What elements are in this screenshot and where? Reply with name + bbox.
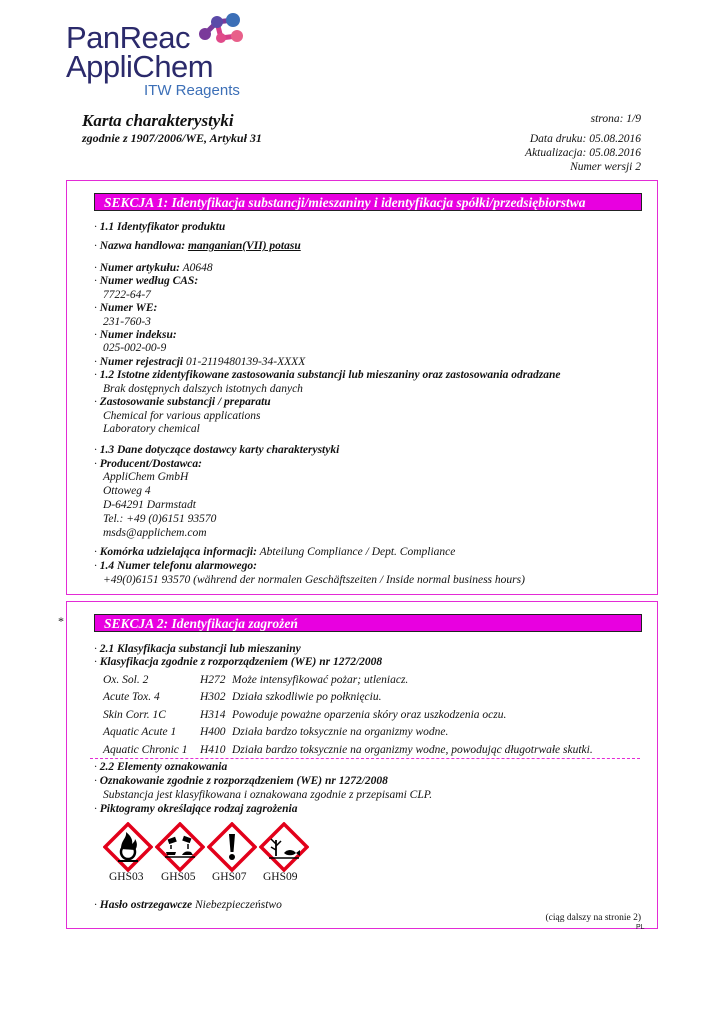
pictogram-label: GHS07 xyxy=(212,871,247,883)
supplier-line-3: D-64291 Darmstadt xyxy=(103,499,196,511)
change-marker: * xyxy=(58,614,64,628)
we-value: 231-760-3 xyxy=(103,316,151,328)
hazard-classification-table xyxy=(103,671,593,759)
hazard-code: H410 xyxy=(200,743,226,756)
section-1-title: SEKCJA 1: Identyfikacja substancji/mieszaniny i identyfikacja spółki/przedsiębiorstwa xyxy=(94,193,642,211)
classification-label: · Klasyfikacja zgodnie z rozporządzeniem (WE) nr 1272/2008 xyxy=(94,656,383,668)
supplier-line-2: Ottoweg 4 xyxy=(103,485,151,497)
logo-line-1: PanReac xyxy=(66,20,191,55)
cas-label: · Numer według CAS: xyxy=(94,275,199,287)
hazard-class: Acute Tox. 4 xyxy=(103,691,160,704)
continued-note: (ciąg dalszy na stronie 2) xyxy=(545,913,641,923)
hazard-code: H302 xyxy=(200,691,226,704)
s2-2-heading: · 2.2 Elementy oznakowania xyxy=(94,761,228,773)
hazard-text: Działa szkodliwie po połknięciu. xyxy=(232,691,382,704)
table-row xyxy=(103,706,593,724)
we-label: · Numer WE: xyxy=(94,302,158,314)
logo-line-2: AppliChem xyxy=(66,49,214,84)
hazard-class: Ox. Sol. 2 xyxy=(103,673,149,686)
hazard-class: Skin Corr. 1C xyxy=(103,708,166,721)
s2-1-heading: · 2.1 Klasyfikacja substancji lub mieszaniny xyxy=(94,643,301,655)
table-row xyxy=(103,689,593,707)
hazard-class: Aquatic Chronic 1 xyxy=(103,743,188,756)
s1-1-heading: · 1.1 Identyfikator produktu xyxy=(94,221,226,233)
dashed-divider xyxy=(90,758,640,759)
page-number: strona: 1/9 xyxy=(590,113,641,125)
supplier-line-4: Tel.: +49 (0)6151 93570 xyxy=(103,513,217,525)
logo-line-3: ITW Reagents xyxy=(144,82,240,99)
print-date: Data druku: 05.08.2016 xyxy=(529,133,641,145)
table-row xyxy=(103,724,593,742)
document-title: Karta charakterystyki xyxy=(82,111,234,130)
s1-2-heading: · 1.2 Istotne zidentyfikowane zastosowania substancji lub mieszaniny oraz zastosowania odradzane xyxy=(94,369,561,381)
s1-2-value: Brak dostępnych dalszych istotnych danych xyxy=(103,383,303,395)
hazard-text: Działa bardzo toksycznie na organizmy wodne. xyxy=(232,726,449,739)
ghs09-environment-icon xyxy=(259,822,309,872)
labelling-regulation: · Oznakowanie zgodnie z rozporządzeniem (WE) nr 1272/2008 xyxy=(94,775,388,787)
table-row xyxy=(103,741,593,759)
use-1: Chemical for various applications xyxy=(103,410,261,422)
document-regulation: zgodnie z 1907/2006/WE, Artykuł 31 xyxy=(82,131,262,145)
language-code: PL xyxy=(636,924,645,931)
use-2: Laboratory chemical xyxy=(103,423,200,435)
ghs07-exclamation-icon xyxy=(207,822,257,872)
table-row xyxy=(103,671,593,689)
hazard-code: H400 xyxy=(200,726,226,739)
pictogram-label: GHS05 xyxy=(161,871,196,883)
s1-4-heading: · 1.4 Numer telefonu alarmowego: xyxy=(94,560,257,572)
page-bottom-rule xyxy=(66,928,635,929)
supplier-line-1: AppliChem GmbH xyxy=(103,471,189,483)
registration-number: · Numer rejestracji 01-2119480139-34-XXXX xyxy=(94,356,306,368)
pictogram-label: GHS03 xyxy=(109,871,144,883)
use-label: · Zastosowanie substancji / preparatu xyxy=(94,396,271,408)
index-label: · Numer indeksu: xyxy=(94,329,177,341)
pictograms-label: · Piktogramy określające rodzaj zagrożenia xyxy=(94,803,298,815)
hazard-text: Powoduje poważne oparzenia skóry oraz uszkodzenia oczu. xyxy=(232,708,507,721)
company-logo xyxy=(66,20,266,110)
labelling-regulation-value: Substancja jest klasyfikowana i oznakowana zgodnie z przepisami CLP. xyxy=(103,789,433,801)
logo-molecule-icon xyxy=(191,6,247,54)
section-2-title: SEKCJA 2: Identyfikacja zagrożeń xyxy=(94,614,642,632)
hazard-code: H314 xyxy=(200,708,226,721)
hazard-class: Aquatic Acute 1 xyxy=(103,726,177,739)
supplier-email[interactable]: msds@applichem.com xyxy=(103,527,207,539)
s1-4-value: +49(0)6151 93570 (während der normalen Geschäftszeiten / Inside normal business hours) xyxy=(103,574,525,586)
supplier-label: · Producent/Dostawca: xyxy=(94,458,202,470)
hazard-text: Działa bardzo toksycznie na organizmy wodne, powodując długotrwałe skutki. xyxy=(232,743,593,756)
s1-3-heading: · 1.3 Dane dotyczące dostawcy karty charakterystyki xyxy=(94,444,340,456)
trade-name: · Nazwa handlowa: manganian(VII) potasu xyxy=(94,240,301,252)
version-number: Numer wersji 2 xyxy=(570,161,641,173)
article-number: · Numer artykułu: A0648 xyxy=(94,262,213,274)
ghs05-corrosion-icon xyxy=(155,822,205,872)
cas-value: 7722-64-7 xyxy=(103,289,151,301)
ghs03-flame-over-circle-icon xyxy=(103,822,153,872)
signal-word: · Hasło ostrzegawcze Niebezpieczeństwo xyxy=(94,899,282,911)
info-department: · Komórka udzielająca informacji: Abteilung Compliance / Dept. Compliance xyxy=(94,546,456,558)
update-date: Aktualizacja: 05.08.2016 xyxy=(525,147,641,159)
hazard-text: Może intensyfikować pożar; utleniacz. xyxy=(232,673,409,686)
index-value: 025-002-00-9 xyxy=(103,342,167,354)
pictogram-label: GHS09 xyxy=(263,871,298,883)
hazard-code: H272 xyxy=(200,673,226,686)
